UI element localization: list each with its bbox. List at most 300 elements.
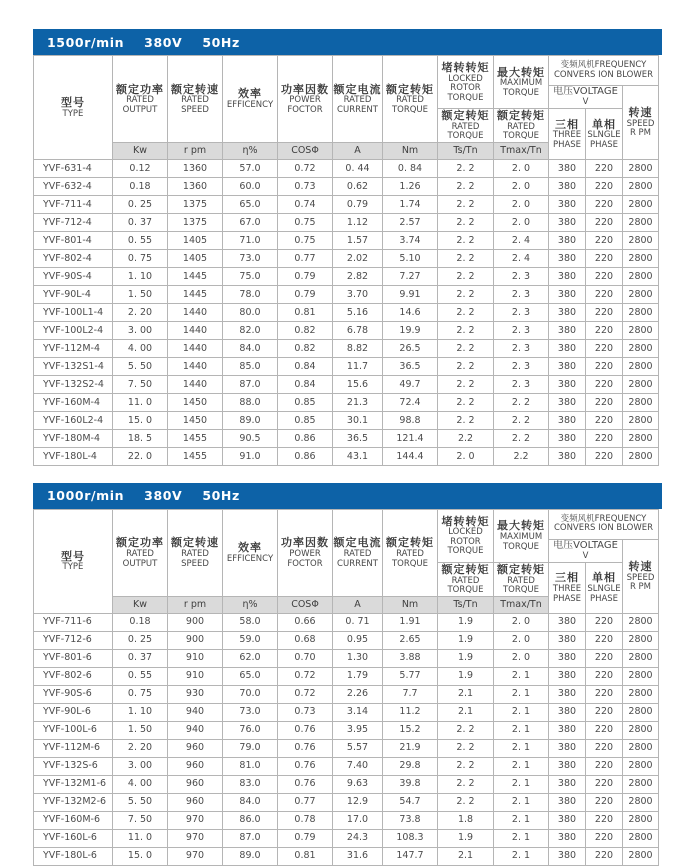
value-cell: 1.9 bbox=[438, 649, 494, 667]
title-frequency: 50Hz bbox=[202, 488, 240, 504]
value-cell: 0.72 bbox=[278, 685, 333, 703]
section-title-bar bbox=[33, 483, 662, 509]
value-cell: 220 bbox=[586, 829, 623, 847]
value-cell: 0.82 bbox=[278, 339, 333, 357]
value-cell: 18. 5 bbox=[113, 429, 168, 447]
model-cell: YVF-801-6 bbox=[34, 649, 113, 667]
table-row bbox=[34, 685, 659, 703]
value-cell: 1455 bbox=[168, 447, 223, 465]
model-cell: YVF-712-4 bbox=[34, 213, 113, 231]
value-cell: 2. 0 bbox=[494, 613, 549, 631]
value-cell: 1440 bbox=[168, 375, 223, 393]
value-cell: 2. 20 bbox=[113, 303, 168, 321]
value-cell: 0.72 bbox=[278, 159, 333, 177]
value-cell: 2. 2 bbox=[438, 775, 494, 793]
value-cell: 2. 3 bbox=[494, 339, 549, 357]
value-cell: 0.86 bbox=[278, 447, 333, 465]
value-cell: 144.4 bbox=[383, 447, 438, 465]
model-cell: YVF-160M-4 bbox=[34, 393, 113, 411]
unit-eta: η% bbox=[223, 596, 278, 613]
value-cell: 87.0 bbox=[223, 375, 278, 393]
value-cell: 960 bbox=[168, 775, 223, 793]
col-header-type bbox=[34, 56, 113, 160]
unit-ts-tn: Ts/Tn bbox=[438, 142, 494, 159]
value-cell: 0.72 bbox=[278, 667, 333, 685]
spec-section-1500 bbox=[33, 29, 678, 466]
table-row bbox=[34, 321, 659, 339]
value-cell: 2800 bbox=[623, 829, 659, 847]
value-cell: 2800 bbox=[623, 775, 659, 793]
value-cell: 220 bbox=[586, 847, 623, 865]
value-cell: 0.95 bbox=[333, 631, 383, 649]
value-cell: 960 bbox=[168, 793, 223, 811]
value-cell: 380 bbox=[549, 829, 586, 847]
value-cell: 970 bbox=[168, 829, 223, 847]
col-header-frequency-blower-group: 变频风机FREQUENCY CONVERS ION BLOWER bbox=[549, 509, 659, 539]
value-cell: 220 bbox=[586, 303, 623, 321]
value-cell: 0.79 bbox=[278, 267, 333, 285]
col-header-rated-current: 额定电流 RATED CURRENT bbox=[333, 56, 383, 143]
value-cell: 11. 0 bbox=[113, 829, 168, 847]
value-cell: 2. 1 bbox=[494, 775, 549, 793]
value-cell: 21.9 bbox=[383, 739, 438, 757]
value-cell: 0. 37 bbox=[113, 649, 168, 667]
unit-eta: η% bbox=[223, 142, 278, 159]
value-cell: 380 bbox=[549, 775, 586, 793]
value-cell: 3.74 bbox=[383, 231, 438, 249]
table-row bbox=[34, 829, 659, 847]
unit-rpm: r pm bbox=[168, 596, 223, 613]
value-cell: 380 bbox=[549, 357, 586, 375]
value-cell: 2. 2 bbox=[438, 195, 494, 213]
value-cell: 30.1 bbox=[333, 411, 383, 429]
value-cell: 220 bbox=[586, 375, 623, 393]
unit-nm: Nm bbox=[383, 142, 438, 159]
value-cell: 2. 1 bbox=[494, 703, 549, 721]
value-cell: 1.30 bbox=[333, 649, 383, 667]
value-cell: 2. 2 bbox=[494, 411, 549, 429]
value-cell: 0.75 bbox=[278, 213, 333, 231]
col-header-speed-rpm: 转速 SPEED R PM bbox=[623, 539, 659, 613]
value-cell: 220 bbox=[586, 321, 623, 339]
value-cell: 22. 0 bbox=[113, 447, 168, 465]
col-subheader-locked-rated-torque: 额定转矩 RATED TORQUE bbox=[438, 562, 494, 596]
value-cell: 88.0 bbox=[223, 393, 278, 411]
value-cell: 81.0 bbox=[223, 757, 278, 775]
col-header-single-phase: 单相 SLNGLE PHASE bbox=[586, 109, 623, 160]
value-cell: 84.0 bbox=[223, 793, 278, 811]
value-cell: 380 bbox=[549, 339, 586, 357]
value-cell: 2. 2 bbox=[494, 393, 549, 411]
value-cell: 930 bbox=[168, 685, 223, 703]
value-cell: 19.9 bbox=[383, 321, 438, 339]
table-row bbox=[34, 177, 659, 195]
value-cell: 72.4 bbox=[383, 393, 438, 411]
value-cell: 2. 2 bbox=[438, 303, 494, 321]
col-header-locked-rotor-torque: 堵转转矩 LOCKED ROTOR TORQUE bbox=[438, 509, 494, 562]
value-cell: 2. 2 bbox=[438, 213, 494, 231]
value-cell: 380 bbox=[549, 793, 586, 811]
value-cell: 0.79 bbox=[278, 829, 333, 847]
value-cell: 970 bbox=[168, 811, 223, 829]
value-cell: 380 bbox=[549, 739, 586, 757]
value-cell: 0. 25 bbox=[113, 195, 168, 213]
value-cell: 8.82 bbox=[333, 339, 383, 357]
value-cell: 108.3 bbox=[383, 829, 438, 847]
model-cell: YVF-112M-6 bbox=[34, 739, 113, 757]
value-cell: 82.0 bbox=[223, 321, 278, 339]
value-cell: 59.0 bbox=[223, 631, 278, 649]
value-cell: 220 bbox=[586, 775, 623, 793]
value-cell: 910 bbox=[168, 649, 223, 667]
model-cell: YVF-100L-6 bbox=[34, 721, 113, 739]
value-cell: 6.78 bbox=[333, 321, 383, 339]
value-cell: 0.76 bbox=[278, 721, 333, 739]
value-cell: 1.9 bbox=[438, 829, 494, 847]
value-cell: 7.27 bbox=[383, 267, 438, 285]
value-cell: 1.9 bbox=[438, 613, 494, 631]
value-cell: 900 bbox=[168, 631, 223, 649]
table-row bbox=[34, 793, 659, 811]
unit-a: A bbox=[333, 596, 383, 613]
value-cell: 62.0 bbox=[223, 649, 278, 667]
spec-section-1000 bbox=[33, 483, 678, 866]
model-cell: YVF-90S-4 bbox=[34, 267, 113, 285]
value-cell: 1.91 bbox=[383, 613, 438, 631]
value-cell: 54.7 bbox=[383, 793, 438, 811]
model-cell: YVF-100L1-4 bbox=[34, 303, 113, 321]
table-row bbox=[34, 721, 659, 739]
model-cell: YVF-112M-4 bbox=[34, 339, 113, 357]
value-cell: 2800 bbox=[623, 231, 659, 249]
value-cell: 1450 bbox=[168, 393, 223, 411]
value-cell: 4. 00 bbox=[113, 775, 168, 793]
value-cell: 11.2 bbox=[383, 703, 438, 721]
value-cell: 67.0 bbox=[223, 213, 278, 231]
value-cell: 5.57 bbox=[333, 739, 383, 757]
value-cell: 12.9 bbox=[333, 793, 383, 811]
value-cell: 2.82 bbox=[333, 267, 383, 285]
unit-cos: COSΦ bbox=[278, 142, 333, 159]
value-cell: 3.88 bbox=[383, 649, 438, 667]
value-cell: 0.76 bbox=[278, 739, 333, 757]
value-cell: 1440 bbox=[168, 339, 223, 357]
value-cell: 1440 bbox=[168, 303, 223, 321]
table-row bbox=[34, 703, 659, 721]
table-row bbox=[34, 339, 659, 357]
value-cell: 380 bbox=[549, 213, 586, 231]
value-cell: 2800 bbox=[623, 303, 659, 321]
value-cell: 90.5 bbox=[223, 429, 278, 447]
value-cell: 960 bbox=[168, 739, 223, 757]
value-cell: 0.18 bbox=[113, 613, 168, 631]
unit-a: A bbox=[333, 142, 383, 159]
unit-ts-tn: Ts/Tn bbox=[438, 596, 494, 613]
model-cell: YVF-160L2-4 bbox=[34, 411, 113, 429]
model-cell: YVF-801-4 bbox=[34, 231, 113, 249]
value-cell: 2. 1 bbox=[494, 757, 549, 775]
value-cell: 2. 2 bbox=[438, 321, 494, 339]
section-title-bar bbox=[33, 29, 662, 55]
value-cell: 1455 bbox=[168, 429, 223, 447]
col-subheader-locked-rated-torque: 额定转矩 RATED TORQUE bbox=[438, 109, 494, 143]
value-cell: 5. 50 bbox=[113, 793, 168, 811]
value-cell: 2800 bbox=[623, 213, 659, 231]
value-cell: 0.73 bbox=[278, 177, 333, 195]
value-cell: 2. 2 bbox=[438, 267, 494, 285]
value-cell: 220 bbox=[586, 739, 623, 757]
value-cell: 2. 0 bbox=[494, 195, 549, 213]
value-cell: 7.7 bbox=[383, 685, 438, 703]
value-cell: 2. 1 bbox=[494, 793, 549, 811]
value-cell: 1. 50 bbox=[113, 721, 168, 739]
table-row bbox=[34, 411, 659, 429]
col-header-rated-torque: 额定转矩 RATED TORQUE bbox=[383, 509, 438, 596]
value-cell: 1440 bbox=[168, 321, 223, 339]
value-cell: 1360 bbox=[168, 159, 223, 177]
value-cell: 86.0 bbox=[223, 811, 278, 829]
value-cell: 2. 2 bbox=[438, 285, 494, 303]
value-cell: 220 bbox=[586, 339, 623, 357]
value-cell: 0.81 bbox=[278, 847, 333, 865]
value-cell: 0.84 bbox=[278, 375, 333, 393]
value-cell: 60.0 bbox=[223, 177, 278, 195]
value-cell: 1360 bbox=[168, 177, 223, 195]
value-cell: 2.57 bbox=[383, 213, 438, 231]
value-cell: 2. 2 bbox=[438, 757, 494, 775]
value-cell: 380 bbox=[549, 375, 586, 393]
value-cell: 220 bbox=[586, 721, 623, 739]
table-row bbox=[34, 375, 659, 393]
value-cell: 2800 bbox=[623, 703, 659, 721]
table-row bbox=[34, 775, 659, 793]
value-cell: 0.79 bbox=[278, 285, 333, 303]
col-header-rated-output: 额定功率 RATED OUTPUT bbox=[113, 509, 168, 596]
value-cell: 380 bbox=[549, 703, 586, 721]
value-cell: 1375 bbox=[168, 213, 223, 231]
model-cell: YVF-132M2-6 bbox=[34, 793, 113, 811]
value-cell: 4. 00 bbox=[113, 339, 168, 357]
value-cell: 0.84 bbox=[278, 357, 333, 375]
value-cell: 78.0 bbox=[223, 285, 278, 303]
title-voltage: 380V bbox=[144, 488, 183, 504]
value-cell: 220 bbox=[586, 213, 623, 231]
value-cell: 1.74 bbox=[383, 195, 438, 213]
value-cell: 80.0 bbox=[223, 303, 278, 321]
value-cell: 1440 bbox=[168, 357, 223, 375]
value-cell: 2. 2 bbox=[438, 739, 494, 757]
value-cell: 220 bbox=[586, 249, 623, 267]
value-cell: 91.0 bbox=[223, 447, 278, 465]
col-header-locked-rotor-torque: 堵转转矩 LOCKED ROTOR TORQUE bbox=[438, 56, 494, 109]
value-cell: 2. 1 bbox=[494, 829, 549, 847]
table-row bbox=[34, 159, 659, 177]
table-row bbox=[34, 631, 659, 649]
value-cell: 1.12 bbox=[333, 213, 383, 231]
value-cell: 220 bbox=[586, 631, 623, 649]
value-cell: 2. 20 bbox=[113, 739, 168, 757]
model-cell: YVF-90S-6 bbox=[34, 685, 113, 703]
value-cell: 2. 1 bbox=[494, 811, 549, 829]
value-cell: 73.8 bbox=[383, 811, 438, 829]
value-cell: 71.0 bbox=[223, 231, 278, 249]
value-cell: 2800 bbox=[623, 375, 659, 393]
value-cell: 2800 bbox=[623, 793, 659, 811]
value-cell: 0.82 bbox=[278, 321, 333, 339]
col-header-three-phase: 三相 THREE PHASE bbox=[549, 562, 586, 613]
value-cell: 380 bbox=[549, 757, 586, 775]
value-cell: 15. 0 bbox=[113, 411, 168, 429]
value-cell: 0.76 bbox=[278, 757, 333, 775]
value-cell: 2800 bbox=[623, 847, 659, 865]
value-cell: 380 bbox=[549, 249, 586, 267]
value-cell: 380 bbox=[549, 631, 586, 649]
col-header-rated-speed: 额定转速 RATED SPEED bbox=[168, 509, 223, 596]
value-cell: 5.16 bbox=[333, 303, 383, 321]
value-cell: 1375 bbox=[168, 195, 223, 213]
value-cell: 84.0 bbox=[223, 339, 278, 357]
value-cell: 0. 71 bbox=[333, 613, 383, 631]
model-cell: YVF-180L-4 bbox=[34, 447, 113, 465]
value-cell: 380 bbox=[549, 195, 586, 213]
value-cell: 0. 37 bbox=[113, 213, 168, 231]
value-cell: 5. 50 bbox=[113, 357, 168, 375]
value-cell: 2800 bbox=[623, 159, 659, 177]
title-speed: 1000r/min bbox=[47, 488, 125, 504]
col-header-rated-output: 额定功率 RATED OUTPUT bbox=[113, 56, 168, 143]
value-cell: 1. 50 bbox=[113, 285, 168, 303]
value-cell: 2. 2 bbox=[438, 721, 494, 739]
value-cell: 220 bbox=[586, 685, 623, 703]
unit-cos: COSΦ bbox=[278, 596, 333, 613]
col-header-rated-current: 额定电流 RATED CURRENT bbox=[333, 509, 383, 596]
value-cell: 2800 bbox=[623, 321, 659, 339]
value-cell: 2. 2 bbox=[438, 411, 494, 429]
col-header-speed-rpm: 转速 SPEED R PM bbox=[623, 86, 659, 160]
col-header-maximum-torque: 最大转矩 MAXIMUM TORQUE bbox=[494, 56, 549, 109]
value-cell: 0.77 bbox=[278, 249, 333, 267]
value-cell: 17.0 bbox=[333, 811, 383, 829]
value-cell: 1.9 bbox=[438, 631, 494, 649]
value-cell: 2. 3 bbox=[494, 285, 549, 303]
title-voltage: 380V bbox=[144, 34, 183, 50]
value-cell: 940 bbox=[168, 703, 223, 721]
col-subheader-max-rated-torque: 额定转矩 RATED TORQUE bbox=[494, 562, 549, 596]
value-cell: 3.70 bbox=[333, 285, 383, 303]
value-cell: 2800 bbox=[623, 631, 659, 649]
col-header-rated-torque: 额定转矩 RATED TORQUE bbox=[383, 56, 438, 143]
value-cell: 1.79 bbox=[333, 667, 383, 685]
table-row bbox=[34, 811, 659, 829]
value-cell: 0.81 bbox=[278, 303, 333, 321]
value-cell: 3.95 bbox=[333, 721, 383, 739]
value-cell: 220 bbox=[586, 231, 623, 249]
spec-table bbox=[33, 55, 659, 466]
value-cell: 380 bbox=[549, 303, 586, 321]
table-row bbox=[34, 393, 659, 411]
table-row bbox=[34, 447, 659, 465]
value-cell: 9.91 bbox=[383, 285, 438, 303]
value-cell: 2. 0 bbox=[438, 447, 494, 465]
value-cell: 2800 bbox=[623, 285, 659, 303]
value-cell: 1445 bbox=[168, 267, 223, 285]
value-cell: 1405 bbox=[168, 249, 223, 267]
value-cell: 2. 1 bbox=[494, 739, 549, 757]
value-cell: 58.0 bbox=[223, 613, 278, 631]
value-cell: 2. 4 bbox=[494, 231, 549, 249]
value-cell: 380 bbox=[549, 177, 586, 195]
value-cell: 970 bbox=[168, 847, 223, 865]
table-row bbox=[34, 613, 659, 631]
value-cell: 220 bbox=[586, 267, 623, 285]
value-cell: 380 bbox=[549, 231, 586, 249]
value-cell: 43.1 bbox=[333, 447, 383, 465]
col-header-single-phase: 单相 SLNGLE PHASE bbox=[586, 562, 623, 613]
value-cell: 910 bbox=[168, 667, 223, 685]
value-cell: 2800 bbox=[623, 685, 659, 703]
value-cell: 0. 75 bbox=[113, 685, 168, 703]
value-cell: 11.7 bbox=[333, 357, 383, 375]
value-cell: 2. 3 bbox=[494, 375, 549, 393]
table-row bbox=[34, 249, 659, 267]
table-row bbox=[34, 429, 659, 447]
value-cell: 2. 1 bbox=[494, 667, 549, 685]
value-cell: 2. 2 bbox=[494, 429, 549, 447]
value-cell: 1445 bbox=[168, 285, 223, 303]
col-header-efficiency: 效率 EFFICENCY bbox=[223, 509, 278, 596]
value-cell: 3. 00 bbox=[113, 321, 168, 339]
value-cell: 220 bbox=[586, 667, 623, 685]
value-cell: 1. 10 bbox=[113, 703, 168, 721]
unit-tmax-tn: Tmax/Tn bbox=[494, 142, 549, 159]
value-cell: 2800 bbox=[623, 267, 659, 285]
unit-nm: Nm bbox=[383, 596, 438, 613]
value-cell: 73.0 bbox=[223, 703, 278, 721]
value-cell: 0. 84 bbox=[383, 159, 438, 177]
value-cell: 36.5 bbox=[333, 429, 383, 447]
value-cell: 2800 bbox=[623, 339, 659, 357]
value-cell: 220 bbox=[586, 447, 623, 465]
value-cell: 0. 75 bbox=[113, 249, 168, 267]
value-cell: 2.1 bbox=[438, 847, 494, 865]
model-cell: YVF-802-6 bbox=[34, 667, 113, 685]
value-cell: 7. 50 bbox=[113, 375, 168, 393]
value-cell: 220 bbox=[586, 411, 623, 429]
value-cell: 3.14 bbox=[333, 703, 383, 721]
value-cell: 380 bbox=[549, 667, 586, 685]
col-header-voltage: 电压VOLTAGE V bbox=[549, 539, 623, 562]
value-cell: 0.85 bbox=[278, 393, 333, 411]
spec-table bbox=[33, 509, 659, 866]
value-cell: 2. 2 bbox=[438, 393, 494, 411]
value-cell: 2.1 bbox=[438, 685, 494, 703]
value-cell: 24.3 bbox=[333, 829, 383, 847]
value-cell: 87.0 bbox=[223, 829, 278, 847]
value-cell: 9.63 bbox=[333, 775, 383, 793]
value-cell: 2800 bbox=[623, 195, 659, 213]
value-cell: 1405 bbox=[168, 231, 223, 249]
value-cell: 380 bbox=[549, 411, 586, 429]
value-cell: 2800 bbox=[623, 649, 659, 667]
value-cell: 2. 2 bbox=[438, 249, 494, 267]
value-cell: 380 bbox=[549, 685, 586, 703]
col-header-type: 型号 TYPE bbox=[34, 509, 113, 613]
value-cell: 960 bbox=[168, 757, 223, 775]
col-subheader-max-rated-torque: 额定转矩 RATED TORQUE bbox=[494, 109, 549, 143]
col-header-maximum-torque: 最大转矩 MAXIMUM TORQUE bbox=[494, 509, 549, 562]
model-cell: YVF-100L2-4 bbox=[34, 321, 113, 339]
value-cell: 220 bbox=[586, 811, 623, 829]
